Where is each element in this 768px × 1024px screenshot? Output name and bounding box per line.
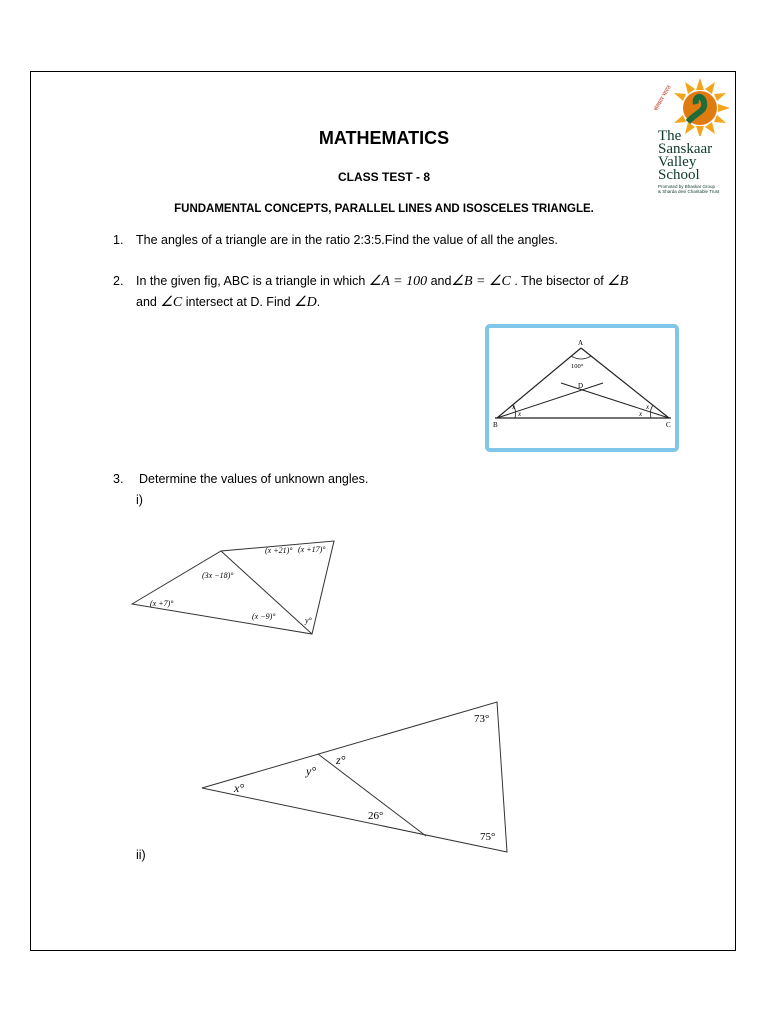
q2-text-part-1: In the given fig, ABC is a triangle in which — [136, 274, 366, 288]
q2-line-2 — [136, 294, 320, 311]
topic-heading: FUNDAMENTAL CONCEPTS, PARALLEL LINES AND ISOSCELES TRIANGLE. — [174, 203, 594, 215]
q3-sub-ii-label: ii) — [136, 848, 146, 862]
logo-arc-text: संस्कार भारत — [653, 84, 673, 113]
figure-i — [128, 535, 340, 645]
figure-ii — [196, 694, 512, 856]
q2-text-part-6: . — [316, 295, 321, 309]
logo-line-3: Valley — [658, 154, 697, 170]
angle-label-y: y° — [306, 764, 317, 778]
angle-x-label-2: x — [518, 410, 522, 418]
angle-label-3x-minus-18: (3x −18)° — [202, 571, 234, 580]
angle-label-x-plus-17: (x +17)° — [298, 545, 326, 554]
q2-angle-bc: ∠B = ∠C — [451, 274, 511, 289]
logo-promo-1: Promoted by Bhaskar Group — [658, 184, 716, 189]
angle-label-26: 26° — [368, 810, 384, 822]
vertex-b-label: B — [493, 421, 498, 429]
angle-label-75: 75° — [480, 831, 496, 843]
q2-angle-b: ∠B — [607, 274, 629, 289]
angle-x-label-4: x — [639, 410, 643, 418]
quadrilateral-outline — [132, 541, 334, 634]
logo-line-2: Sanskaar — [658, 141, 713, 157]
q3-number: 3. — [113, 472, 124, 486]
logo-promo-2: & Sharda devi Charitable Trust — [658, 189, 720, 194]
q2-line-1 — [136, 273, 628, 290]
q2-text-part-3: . The bisector of — [514, 274, 604, 288]
q3-text: Determine the values of unknown angles. — [139, 472, 369, 486]
angle-x-label-3: x — [646, 403, 650, 411]
angle-label-x: x° — [234, 781, 245, 795]
q2-angle-d: ∠D — [294, 295, 317, 310]
angle-a-label: 100° — [571, 363, 584, 370]
test-subtitle: CLASS TEST - 8 — [337, 170, 430, 184]
angle-label-z: z° — [336, 753, 346, 767]
q1-number: 1. — [113, 233, 124, 247]
angle-x-label-1: x — [512, 403, 516, 411]
sun-emblem-icon — [650, 76, 734, 136]
q2-angle-c: ∠C — [160, 295, 183, 310]
angle-label-x-plus-7: (x +7)° — [150, 599, 174, 608]
triangle-outline — [202, 702, 507, 852]
vertex-a-label: A — [578, 339, 584, 347]
angle-label-x-minus-9: (x −9)° — [252, 612, 276, 621]
angle-label-x-plus-21: (x +21)° — [265, 546, 293, 555]
page-title: MATHEMATICS — [318, 128, 450, 148]
point-d-label: D — [578, 382, 584, 390]
triangle-abc-figure — [485, 324, 679, 452]
q2-number: 2. — [113, 274, 124, 288]
angle-label-y: y° — [305, 616, 312, 625]
vertex-c-label: C — [666, 421, 671, 429]
q2-text-part-2: and — [430, 274, 452, 288]
logo-line-1: The — [658, 128, 682, 144]
q2-text-part-4: and — [136, 295, 157, 309]
q2-angle-a: ∠A = 100 — [368, 274, 428, 289]
angle-label-73: 73° — [474, 713, 490, 725]
logo-line-4: School — [658, 167, 700, 183]
q1-text: The angles of a triangle are in the ratio 2:3:5.Find the value of all the angles. — [136, 233, 558, 247]
q2-text-part-5: intersect at D. Find — [185, 295, 291, 309]
q3-sub-i-label: i) — [136, 493, 143, 507]
